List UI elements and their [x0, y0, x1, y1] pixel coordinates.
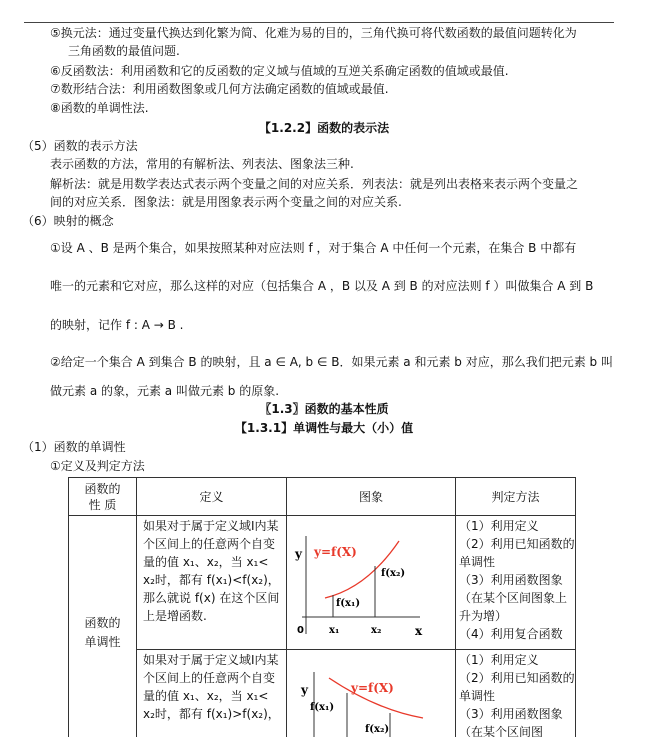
text-line: 做元素 a 的象，元素 a 叫做元素 b 的原象. [50, 384, 280, 398]
text-line: ①设 A 、B 是两个集合，如果按照某种对应法则 f ，对于集合 A 中任何一个元素，在集合 B 中都有 [50, 241, 577, 255]
fx2-label: f(x₂) [365, 724, 390, 735]
method-item: （1）利用定义 [459, 519, 539, 533]
section-heading: 〖1.3〗函数的基本性质 [259, 402, 389, 416]
header-definition: 定义 [137, 478, 287, 516]
text-line: 解析法：就是用数学表达式表示两个变量之间的对应关系．列表法：就是列出表格来表示两个变量之 [50, 177, 579, 191]
header-graph: 图象 [287, 478, 456, 516]
fx1-label: f(x₁) [310, 702, 335, 713]
x1-label: x₁ [329, 625, 340, 636]
text-line: 间的对应关系．图象法：就是用图象表示两个变量之间的对应关系. [50, 195, 402, 209]
section-heading: 【1.3.1】单调性与最大（小）值 [234, 421, 414, 435]
text-line: ⑧函数的单调性法. [50, 101, 149, 115]
increasing-graph [287, 516, 456, 650]
method-item: （3）利用函数图象 [459, 707, 563, 721]
decreasing-definition: 如果对于属于定义域I内某个区间上的任意两个自变量的值 x₁、x₂，当 x₁< x₂时，都有 f(x₁)>f(x₂)， [137, 650, 287, 737]
text-line: 的映射，记作 f : A → B . [50, 318, 184, 332]
increasing-methods [456, 516, 576, 650]
text-line: ⑦数形结合法：利用函数图象或几何方法确定函数的值域或最值. [50, 82, 389, 96]
text-line: ①定义及判定方法 [50, 459, 145, 473]
decreasing-methods [456, 650, 576, 737]
text-line: 表示函数的方法，常用的有解析法、列表法、图象法三种. [50, 157, 354, 171]
header-method: 判定方法 [456, 478, 576, 516]
method-item: （4）利用复合函数 [459, 627, 563, 641]
x-label: x [415, 624, 423, 638]
method-item: （在某个区间图 [459, 725, 544, 737]
fx1-label: f(x₁) [336, 598, 361, 609]
header-property: 函数的 性 质 [69, 478, 137, 516]
y-label: y [301, 683, 308, 697]
method-item: （2）利用已知函数的单调性 [459, 537, 575, 569]
function-label: y=f(X) [351, 681, 394, 695]
fx2-label: f(x₂) [381, 568, 406, 579]
monotonicity-table [68, 477, 576, 737]
text-line: ⑤换元法：通过变量代换达到化繁为简、化难为易的目的，三角代换可将代数函数的最值问题转化为 [50, 26, 577, 40]
increasing-definition: 如果对于属于定义域I内某个区间上的任意两个自变量的值 x₁、x₂，当 x₁< x₂时，都有 f(x₁)<f(x₂)，那么就说 f(x) 在这个区间上是增函数. [137, 516, 287, 650]
method-item: （2）利用已知函数的单调性 [459, 671, 575, 703]
row-label: 函数的 单调性 [69, 516, 137, 737]
text-line: 唯一的元素和它对应，那么这样的对应（包括集合 A ，B 以及 A 到 B 的对应法则 f ）叫做集合 A 到 B [50, 279, 594, 293]
text-line: ⑥反函数法：利用函数和它的反函数的定义域与值域的互逆关系确定函数的值域或最值. [50, 64, 509, 78]
method-item: （3）利用函数图象（在某个区间图象上升为增） [459, 573, 568, 623]
origin-label: 0 [297, 625, 304, 636]
subsection-title: （6）映射的概念 [22, 214, 114, 228]
method-item: （1）利用定义 [459, 653, 539, 667]
section-heading: 【1.2.2】函数的表示法 [258, 121, 390, 135]
text-line: ②给定一个集合 A 到集合 B 的映射，且 a ∈ A, b ∈ B．如果元素 a 和元素 b 对应，那么我们把元素 b 叫 [50, 355, 613, 369]
x2-label: x₂ [371, 625, 382, 636]
decreasing-graph-svg [287, 650, 456, 737]
text-line: 三角函数的最值问题. [68, 44, 180, 58]
subsection-title: （1）函数的单调性 [22, 440, 126, 454]
increasing-graph-svg [287, 516, 456, 646]
decreasing-graph [287, 650, 456, 737]
function-label: y=f(X) [314, 545, 357, 559]
subsection-title: （5）函数的表示方法 [22, 139, 138, 153]
y-label: y [295, 547, 302, 561]
header-rule [24, 22, 614, 23]
